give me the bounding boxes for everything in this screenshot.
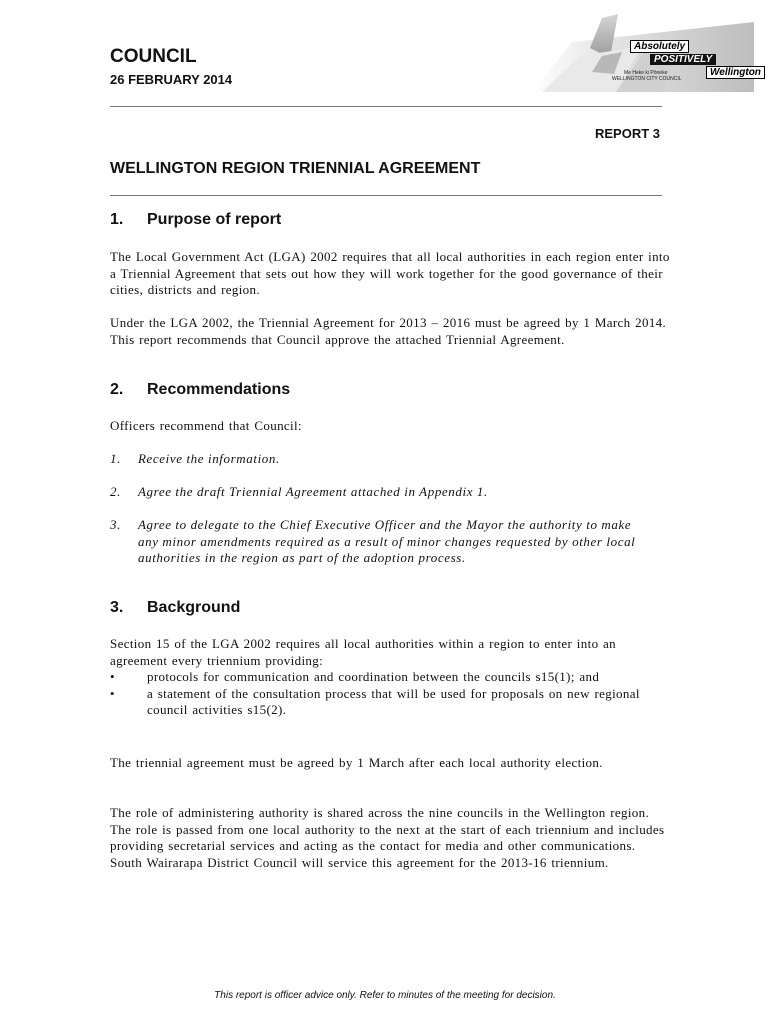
page-footer-disclaimer: This report is officer advice only. Refer to minutes of the meeting for decision. bbox=[214, 990, 556, 1001]
meeting-date: 26 FEBRUARY 2014 bbox=[110, 72, 233, 87]
header-divider bbox=[110, 106, 662, 107]
background-bullet bbox=[110, 669, 670, 686]
background-bullet bbox=[110, 686, 670, 719]
recommendation-text: Receive the information. bbox=[138, 451, 280, 466]
section-heading-background bbox=[110, 599, 240, 617]
recommendation-text: Agree the draft Triennial Agreement attached in Appendix 1. bbox=[138, 484, 488, 499]
purpose-paragraph-1: The Local Government Act (LGA) 2002 requires that all local authorities in each region enter into a Triennial Agreement that sets out how they will work together for the good governance of their cities, districts and region. bbox=[110, 249, 670, 297]
recommendation-number: 3. bbox=[110, 517, 121, 532]
document-title: WELLINGTON REGION TRIENNIAL AGREEMENT bbox=[110, 160, 481, 177]
meeting-title: COUNCIL bbox=[110, 46, 197, 67]
section-title: Purpose of report bbox=[147, 211, 282, 228]
section-heading-purpose bbox=[110, 211, 281, 229]
title-divider bbox=[110, 195, 662, 196]
recommendation-number: 1. bbox=[110, 451, 121, 466]
background-paragraph-1: The triennial agreement must be agreed by 1 March after each local authority election. bbox=[110, 755, 603, 770]
purpose-paragraph-2: Under the LGA 2002, the Triennial Agreement for 2013 – 2016 must be agreed by 1 March 2014. This report recommends that Council approve the attached Triennial Agreement. bbox=[110, 315, 667, 347]
recommendations-intro: Officers recommend that Council: bbox=[110, 418, 302, 433]
background-intro bbox=[110, 636, 670, 719]
bullet-symbol: • bbox=[110, 685, 115, 701]
bullet-text: protocols for communication and coordination between the councils s15(1); and bbox=[147, 669, 600, 684]
recommendation-item bbox=[110, 451, 650, 468]
recommendation-item bbox=[110, 484, 650, 501]
wellington-city-council-logo bbox=[532, 12, 761, 92]
logo-maori-name: Me Heke ki Pōneke bbox=[624, 70, 668, 76]
logo-council-name: WELLINGTON CITY COUNCIL bbox=[612, 76, 682, 82]
report-number: REPORT 3 bbox=[594, 126, 660, 141]
background-intro-text: Section 15 of the LGA 2002 requires all local authorities within a region to enter into an agreement every triennium providing: bbox=[110, 636, 616, 668]
bullet-symbol: • bbox=[110, 669, 115, 684]
logo-word-wellington: Wellington bbox=[706, 66, 765, 79]
recommendation-item bbox=[110, 517, 650, 567]
section-title: Background bbox=[147, 599, 241, 616]
section-number: 2. bbox=[110, 381, 124, 398]
section-number: 3. bbox=[110, 599, 124, 616]
section-number: 1. bbox=[110, 211, 124, 228]
bullet-text: a statement of the consultation process that will be used for proposals on new regional council activities s15(2). bbox=[147, 685, 640, 717]
recommendation-text: Agree to delegate to the Chief Executive Officer and the Mayor the authority to make any minor amendments required as a result of minor changes requested by other local authorities in the region as part of the adoption process. bbox=[138, 517, 636, 565]
section-title: Recommendations bbox=[147, 381, 291, 398]
recommendation-number: 2. bbox=[110, 484, 121, 499]
logo-word-positively: POSITIVELY bbox=[650, 54, 716, 65]
logo-word-absolutely: Absolutely bbox=[630, 40, 689, 53]
section-heading-recommendations bbox=[110, 381, 290, 399]
background-paragraph-2: The role of administering authority is shared across the nine councils in the Wellington region. The role is passed from one local authority to the next at the start of each triennium and includes providing secretarial services and acting as the contact for media and other communications. South Wairarapa District Council will service this agreement for the 2013-16 triennium. bbox=[110, 805, 665, 870]
